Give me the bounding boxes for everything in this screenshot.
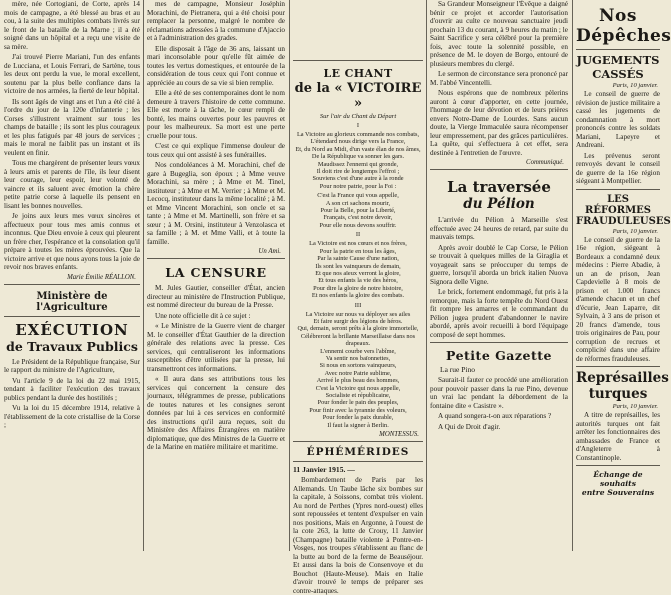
poem-line: Pour fonder le pain des peuples,: [317, 399, 399, 407]
paragraph: Saurait-il fauter ce procédé une amélioration pour pouvoir passer dans la rue Pino, devenue un vrai lac pendant la débordement de la fontaine dite « Casistre ».: [430, 376, 568, 410]
column-1: [4, 0, 140, 551]
paragraph: Nos condoléances à M. Morachini, chef de gare à Bugeglia, son époux ; à Mme veuve Morachini, sa mère ; à Mme et M. Tinel, instituteur ; à Mme et M. Verrier ; à Mme et M. Lecocq, instituteur dans la même localité ; à M. et Mme Vincent Morachini, son oncle et sa tante ; à Mme et M. Martinelli, son frère et sa sœur ; à M. Orsini, instituteur à Venzolasca et sa famille ; à M. et Mme Valli, et à toute la famille.: [147, 161, 285, 246]
paragraph: Les prévenus seront renvoyés devant le conseil de guerre de la 16e région siégeant à Montpellier.: [576, 151, 660, 185]
paragraph: Elle disposait à l'âge de 36 ans, laissant un mari inconsolable pour qu'elle fût aimée de toutes les vertus domestiques, et entourée de la considération de tous ceux qui l'ont connue et appréciée au cours de sa vie si bien remplie.: [147, 44, 285, 87]
poem-line: Va sentir nos baïonnettes,: [325, 354, 391, 362]
poem-line: Il doit rire de longtemps l'effroi ;: [316, 168, 400, 176]
heading-traversee: La traversée: [447, 178, 551, 196]
poem-line: C'est la France qui vous appelle,: [317, 192, 399, 200]
paragraph: Le brick, fortement endommagé, fut pris à la remorque, mais la forte tempête du Nord Ouest fit rompre les amarres et le commandant du Pélion jugea prudent d'abandonner le navire abordé, après avoir recueilli à bord l'équipage composé de sept hommes.: [430, 288, 568, 339]
paragraph: A titre de représailles, les autorités turques ont fait arrêter les fonctionnaires des ambassades de France et d'Angleterre à Constantinople.: [576, 411, 660, 462]
heading-victoire: de la « VICTOIRE »: [294, 81, 422, 111]
subheading-air: Sur l'air du Chant du Départ: [319, 113, 397, 120]
heading-execution: EXÉCUTION: [15, 320, 129, 339]
paragraph: Tous me chargèrent de présenter leurs vœux à leurs amis et parents de l'île, ils leur disent leur courage, leur espoir, leur volonté de vaincre et ils saluent avec émotion la chère petite patrie corse à laquelle ils pensent en lisant les bonnes nouvelles.: [4, 159, 140, 210]
stanza-1: [293, 131, 423, 190]
heading-echange: Échange de souhaits: [593, 470, 643, 488]
chorus-1: [293, 192, 423, 229]
poem-line: L'étendard nous dirige vers la France,: [310, 138, 406, 146]
poem-line: Arrivé le plus beau des hommes,: [316, 377, 400, 385]
paragraph: A Qui de Droit d'agir.: [438, 422, 501, 431]
column-rule: [572, 0, 573, 551]
poem-line: Et tous enfants la vie des héros,: [318, 277, 398, 285]
column-rule: [143, 0, 144, 551]
heading-censure: LA CENSURE: [165, 265, 267, 280]
poem-line: Et nos enfants la gloire des combats.: [311, 292, 405, 300]
paragraph: Ils sont âgés de vingt ans et l'un a été cité à l'ordre du jour de la 120e d'infanterie ; les Corses s'illustrent vraiment sur tous les champs de bataille ; ils sont les plus courageux et les plus fatigués par 48 jours de services ; mais le moral ne faiblit pas un instant et ils veulent en finir.: [4, 97, 140, 157]
poem-line: Pour finir avec la tyrannie des voleurs,: [309, 406, 407, 414]
column-3: [293, 0, 423, 595]
heading-pelion: du Pélion: [463, 196, 535, 212]
poem-line: L'ennemi courbe vers l'abîme,: [320, 347, 396, 355]
poem-line: A son cri sachons mourir,: [325, 199, 391, 207]
poem-line: Pour elle nous devons souffrir.: [319, 221, 397, 229]
heading-souverains: entre Souverains: [581, 488, 655, 497]
poem-line: Et, du Nord au Midi, d'un vaste élan de nos âmes,: [295, 145, 421, 153]
poem-line: Pour la Belle, pour la Liberté,: [320, 207, 396, 215]
dateline: Paris, 10 janvier.: [612, 403, 658, 410]
divider: [293, 461, 423, 462]
divider: [293, 60, 423, 61]
divider: [576, 366, 660, 367]
paragraph: Le conseil de guerre de révision de justice militaire a cassé les jugements de condamnation à mort prononcés contre les soldats Mariani, Lapeyre et Andreani.: [576, 90, 660, 149]
paragraph: mère, née Cortogiani, de Corte, après 14 mois de campagne, a été blessé au bras et au cou, à la suite des multiples combats livrés sur le front de la bataille de la Marne ; il a été soigné dans un hôpital et a reçu une visite de sa mère.: [4, 0, 140, 51]
paragraph: Le sermon de circonstance sera prononcé par M. l'abbé Vincentelli.: [430, 70, 568, 87]
divider: [293, 441, 423, 442]
divider: [147, 258, 285, 259]
signature: Un Ami.: [258, 248, 281, 255]
divider: [4, 316, 140, 317]
divider: [576, 465, 660, 466]
paragraph: Après avoir doublé le Cap Corse, le Pélion se trouvait à quelques milles de la Giraglia et voyageait sans se préoccuper du temps de guerre, lorsqu'il aborda un brick italien Nuova Signora delle Vigne.: [430, 243, 568, 286]
subheading-rue-pino: La rue Pino: [440, 365, 475, 374]
poem-line: Français, c'est notre devoir,: [323, 214, 393, 222]
divider: [430, 169, 568, 170]
heading-nos-depeches: Nos Dépêches: [576, 6, 671, 46]
paragraph: Une note officielle dit à ce sujet :: [155, 311, 251, 320]
divider: [430, 342, 568, 343]
poem-line: La Victoire sur nous va déployer ses ailes: [305, 310, 411, 318]
dateline: Paris, 10 janvier.: [612, 227, 658, 235]
paragraph: Nous espérons que de nombreux pèlerins auront à cœur d'apporter, en cette journée, l'hommage de leur dévotion et de leurs prières envers Notre-Dame de Lourdes. Sans aucun doute, la Vierge Immaculée saura récompenser leur empressement, par des grâces particulières. La quête, qui s'effectuera à cet effet, sera destinée à l'entretien de l'œuvre.: [430, 89, 568, 157]
stanza-number: III: [354, 301, 362, 309]
poem-line: Avec notre Patrie sublime,: [324, 369, 392, 377]
column-4: [430, 0, 568, 551]
paragraph: A quand songera-t-on aux réparations ?: [438, 412, 552, 420]
divider: [4, 284, 140, 285]
paragraph: L'arrivée du Pélion à Marseille s'est effectuée avec 24 heures de retard, par suite du mauvais temps.: [430, 216, 568, 241]
poem-line: Socialiste et républicaine,: [325, 392, 391, 399]
paragraph: Je joins aux leurs mes vœux sincères et affectueux pour tous mes amis connus et inconnus. Que Dieu envoie à ceux qui pleurent un frère cher, l'espérance et la consolation qu'il prépare à toutes les mères éprouvées. Que la victoire arrive et que nous ayons tous la joie de revoir nos braves enfants.: [4, 212, 140, 271]
paragraph: mes de campagne, Monsieur Joséphin Morachini, de Pietranera, qui a été choisi pour remplacer la personne, malgré le nombre de réclamations adressées à la commune d'Ajaccio et à l'administration des grades.: [147, 0, 285, 42]
paragraph: J'ai trouvé Pierre Mariani, l'un des enfants de Lucciana, et Louis Ferrari, de Sartène, tous les deux ont perdu la vue, le moral excellent, soutenu par la plus belle confiance dans la victoire de nos armées, la fierté de leur hôpital.: [4, 53, 140, 95]
paragraph: C'est ce qui explique l'immense douleur de tous ceux qui ont assisté à ses funérailles.: [147, 142, 285, 159]
paragraph: Bombardement de Paris par les Allemands. Un Taube lâche six bombes sur la capitale, à Soissons, combat très violent. Au nord de Perthes (Ypres nord-ouest) elles sont repoussées et tentent d'expulser en vain nos positions, Mais en Argonne, à l'ouest de la cote 263, la lutte de Crouy, 11 Janvier (Champagne) bataille violente à Pontre-en-Vosges, nos troupes s'établissent au flanc de la butte au bord de la ferme de Beauséjour. Et aussi dans la bois de Consenvoye et du Bouchot (Haute-Meuse). Mais en Italie d'avoir trouvé le temps de préparer ses contre-attaques.: [293, 476, 423, 595]
paragraph: Vu la loi du 15 décembre 1914, relative à l'établissement de la cote cristallise de la Corse ;: [4, 404, 140, 429]
stanza-3: [293, 311, 423, 430]
signature: Communiqué.: [526, 159, 564, 166]
paragraph: Elle a été de ses contemporaines dont le nom demeure à travers l'histoire de cette commune. Elle est morte à la tâche, le cœur rempli de bonté, les mains ouvertes pour les pauvres et pour les malheureux. Sa mort est une perte cruelle pour tous.: [147, 89, 285, 140]
divider: [576, 49, 660, 50]
poem-line: Souviens c'est d'une autre à la ronde: [312, 175, 404, 183]
poem-line: Par la sainte Cause d'une nation,: [317, 255, 399, 263]
paragraph: Sa Grandeur Monseigneur l'Évêque a daigné bénir ce projet et accorder l'autorisation d'ouvrir au culte ce nouveau sanctuaire jeudi prochain 13 du courant, à 9 heures du matin ; le Saint Sacrifice y sera célébré pour la première fois, avec toute la solennité possible, en présence de M. le doyen de Borgo, entouré de plusieurs membres du clergé.: [430, 0, 568, 68]
poem-line: Pour la patrie en tous les âges,: [319, 247, 397, 255]
poem-line: Qui, demain, seront prêts à la gloire immortelle,: [297, 325, 419, 333]
column-rule: [289, 0, 290, 551]
stanza-2: [293, 240, 423, 299]
poem-line: Pour dire la gloire de notre histoire,: [313, 284, 403, 292]
heading-frauduleuses: FRAUDULEUSES: [576, 215, 671, 227]
poem-line: Et faire surgir des légions de héros.: [313, 317, 403, 325]
heading-travaux-publics: de Travaux Publics: [6, 338, 138, 354]
poem-line: Maudissez l'ennemi qui gronde,: [317, 160, 399, 168]
paragraph: Vu l'article 9 de la loi du 22 mai 1915, tendant à faciliter l'exécution des travaux publics pendant la durée des hostilités ;: [4, 376, 140, 402]
dateline: Paris, 10 janvier.: [612, 82, 658, 89]
paragraph: Le conseil de guerre de la 16e région, siégeant à Bordeaux a condamné deux médecins : Pierre Abadie, à un an de prison, Jean Capdevielle à 8 mois de prison et 1.000 francs d'amende chacun et un chef d'écurie, Jean Laparre, dit Sylvain, à 3 ans de prison et 20 francs d'amende, tous trois originaires de Pau, pour corruption de recrues et complicité dans une affaire de réformes frauduleuses.: [576, 235, 660, 363]
heading-le-chant: LE CHANT: [323, 67, 393, 80]
heading-petite-gazette: Petite Gazette: [446, 348, 552, 363]
heading-represailles: Représailles: [576, 370, 669, 386]
column-5: [576, 0, 671, 551]
heading-ministere: Ministère de l'Agriculture: [36, 290, 108, 313]
poem-line: De la République va sonner les gars.: [311, 153, 405, 161]
divider: [576, 189, 660, 190]
poem-line: La Victoire est nos cœurs et nos frères,: [309, 240, 407, 248]
heading-jugements-casses: JUGEMENTS CASSÉS: [576, 53, 660, 81]
poem-line: La Victoire au glorieux commande nos combats,: [296, 131, 420, 138]
heading-turques: turques: [588, 386, 648, 402]
poem-line: C'est la Victoire qui nous appelle,: [315, 384, 401, 392]
ephemeride-date: 11 Janvier 1915. —: [293, 465, 355, 475]
poem-line: Si nous en sortons vainqueurs,: [319, 362, 397, 370]
poem-line: Ils sont les vainqueurs de demain,: [315, 262, 401, 270]
column-rule: [426, 0, 427, 551]
stanza-number: II: [355, 231, 361, 239]
paragraph: M. Jules Gautier, conseiller d'État, ancien directeur au ministère de l'Instruction Publique, est nommé directeur du bureau de la Presse.: [147, 284, 285, 309]
paragraph: Le Président de la République française, Sur le rapport du ministre de l'Agriculture,: [4, 357, 140, 374]
signature: MONTESSUS.: [379, 431, 419, 439]
poem-line: Et que nos aïeux verront la gloire,: [315, 269, 401, 277]
poem-line: Célébreront la brillante Marseillaise dans nos drapeaux.: [300, 332, 416, 348]
paragraph: « Il aura dans ses attributions tous les services qui concernent la censure des journaux, télégrammes de presse, publications de toutes natures et les consignes seront données par lui à ces services en conformité des instructions qu'il aura reçues, soit du Ministère des Affaires Étrangères en matière diplomatique, que des Ministres de la Guerre et de la Marine en matière militaire et maritime.: [147, 375, 285, 451]
signature: Marie Émilie RÉALLON.: [67, 273, 136, 281]
heading-ephemerides: ÉPHÉMÉRIDES: [306, 446, 410, 459]
poem-line: Pour notre patrie, pour la Foi :: [319, 182, 397, 190]
poem-line: Pour fonder la paix durable,: [322, 414, 394, 422]
poem-line: Il faut la signer à Berlin.: [327, 421, 389, 429]
column-2: [147, 0, 285, 551]
paragraph: « Le Ministre de la Guerre vient de charger M. le conseiller d'État Gauthier de la direction générale des relations avec la presse. Ces services, qui centraliseront les informations susceptibles d'être utilisées par la presse, lui transmettront ces informations.: [147, 322, 285, 373]
heading-reformes: LES RÉFORMES: [585, 193, 651, 216]
stanza-number: I: [356, 122, 360, 129]
